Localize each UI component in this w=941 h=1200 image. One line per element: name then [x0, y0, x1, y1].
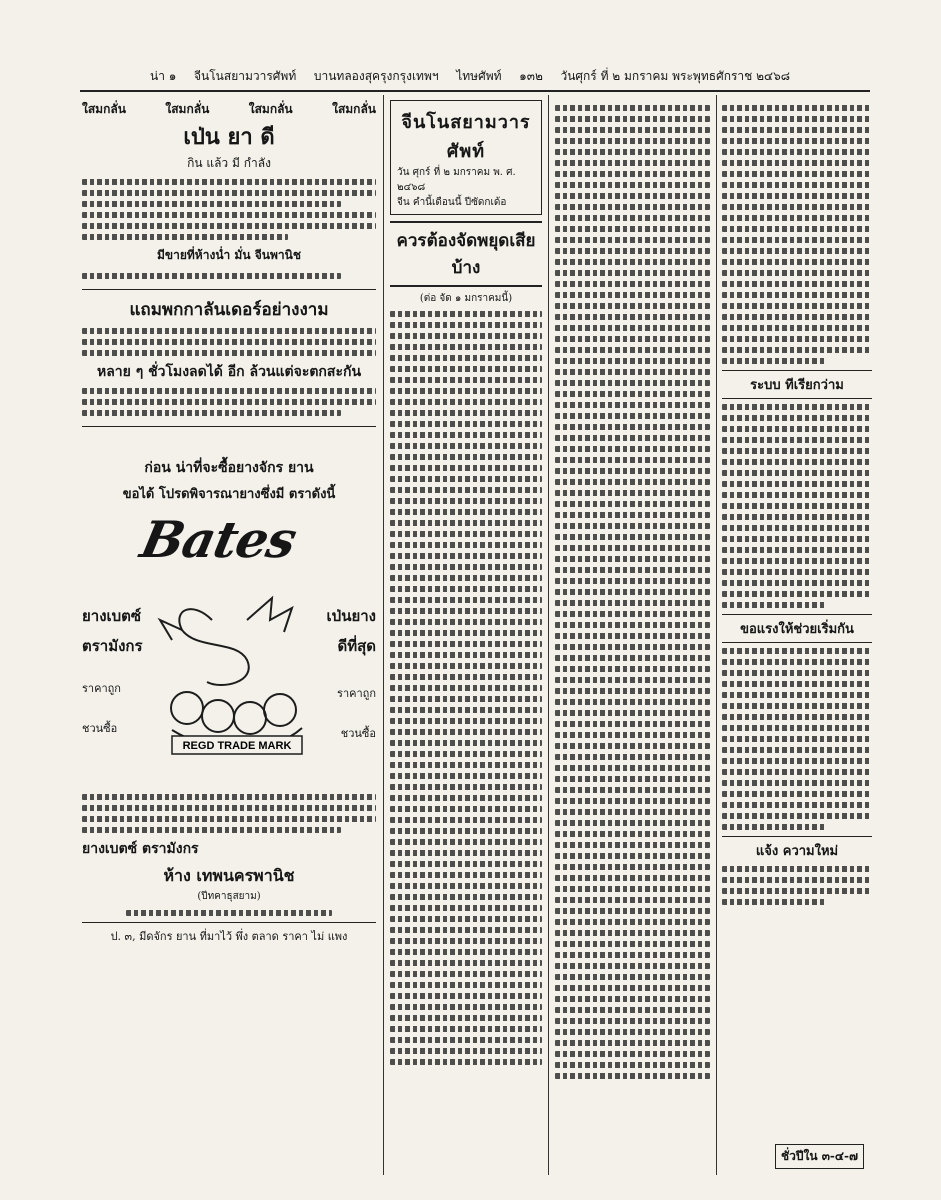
calendar-ad-title: แถมพกกาลันเดอร์อย่างงาม — [129, 300, 329, 320]
tonic-ad-brands — [82, 100, 376, 119]
masthead-paper: จีนโนสยามวารศัพท์ — [193, 68, 297, 83]
column-rule-2 — [548, 95, 549, 1175]
calendar-ad-sub: หลาย ๆ ชั่วโมงลดได้ อีก ล้วนแต่จะตกสะกัน — [96, 364, 362, 380]
bates-ad-headline-1: ก่อน น่าที่จะซื้อยางจักร ยาน — [144, 460, 314, 476]
bates-shop-name: ห้าง เทพนครพานิช — [163, 866, 295, 885]
masthead-office: บานทลองสุครุงกรุงเทพฯ — [313, 68, 439, 83]
masthead-date: วันศุกร์ ที่ ๒ มกราคม พระพุทธศักราช ๒๔๖๘ — [560, 68, 790, 83]
bates-right-label-2: ดีที่สุด — [337, 637, 376, 655]
price-right: ราคาถูก — [337, 687, 376, 700]
bates-right-label-1: เป่นยาง — [326, 607, 376, 625]
bates-ad-art — [82, 504, 376, 789]
notice-heading-3: แจ้ง ความใหม่ — [722, 836, 872, 861]
masthead-label: ไทษศัพท์ — [456, 68, 502, 83]
bates-brand-line: ยางเบตซ์ ตรามังกร — [82, 841, 199, 857]
tonic-ad-seller: มีขายที่ห้างน่ำ มั่น จีนพานิช — [157, 248, 301, 262]
column-rule-3 — [716, 95, 717, 1175]
tonic-ad-subtitle: กิน แล้ว มี กำลัง — [187, 156, 271, 170]
editorial-headline: ควรต้องจัดพยุดเสียบ้าง — [390, 221, 542, 287]
price-left-2: ชวนซื้อ — [82, 722, 118, 735]
notice-heading-1: ระบบ ทีเรียกว่าม — [722, 370, 872, 399]
masthead-rule — [80, 90, 870, 92]
article-column — [555, 100, 710, 1175]
bates-ad-headline-2: ขอได้ โปรดพิจารณายางซึ่งมี ตราดังนี้ — [122, 487, 336, 502]
bates-left-label-1: ยางเบตซ์ — [82, 607, 142, 625]
advert-column — [82, 100, 376, 1175]
editorial-sub: (ต่อ จัด ๑ มกราคมนี้) — [419, 293, 513, 304]
brand-1: ใสมกลั่น — [82, 102, 126, 116]
price-left: ราคาถูก — [82, 682, 121, 695]
editorial-column — [390, 100, 542, 1175]
brand-4: ใสมกลั่น — [332, 102, 376, 116]
masthead-page-no: น่า ๑ — [150, 68, 177, 83]
article-column-body — [555, 105, 710, 1079]
brand-2: ใสมกลั่น — [165, 102, 210, 116]
tonic-ad-title: เป่น ยา ดี — [183, 124, 275, 150]
editorial-body — [390, 311, 542, 1065]
editorial-lunar-date: จีน คำนี้เดือนนี้ ปีซัดกเด้อ — [397, 197, 507, 208]
column-rule-1 — [383, 95, 384, 1175]
bates-left-label-2: ตรามังกร — [82, 637, 143, 655]
editorial-box — [390, 100, 542, 215]
bates-footer: ป. ๓, มีดจักร ยาน ที่มาไว้ พึ่ง ตลาด ราคา ไม่ แพง — [82, 922, 376, 945]
editorial-date: วัน ศุกร์ ที่ ๒ มกราคม พ. ศ. ๒๔๖๘ — [397, 167, 516, 193]
notice-heading-2: ขอแรงให้ช่วยเริ่มกัน — [722, 614, 872, 643]
price-right-2: ชวนซื้อ — [340, 727, 376, 740]
masthead — [150, 66, 790, 86]
brand-3: ใสมกลั่น — [248, 102, 293, 116]
masthead-year: ๑๓๒ — [519, 68, 543, 83]
trademark-text: REGD TRADE MARK — [182, 740, 292, 752]
notices-column — [722, 100, 872, 1175]
bates-shop-sub: (ปีทคาธุสยาม) — [197, 891, 261, 902]
bates-logo: Bates — [135, 510, 301, 569]
dragon-illustration — [152, 590, 322, 765]
notice-stamp: ชั่วปีใน ๓-๔-๗ — [775, 1144, 864, 1169]
editorial-paper-name: จีนโนสยามวารศัพท์ — [401, 112, 531, 162]
